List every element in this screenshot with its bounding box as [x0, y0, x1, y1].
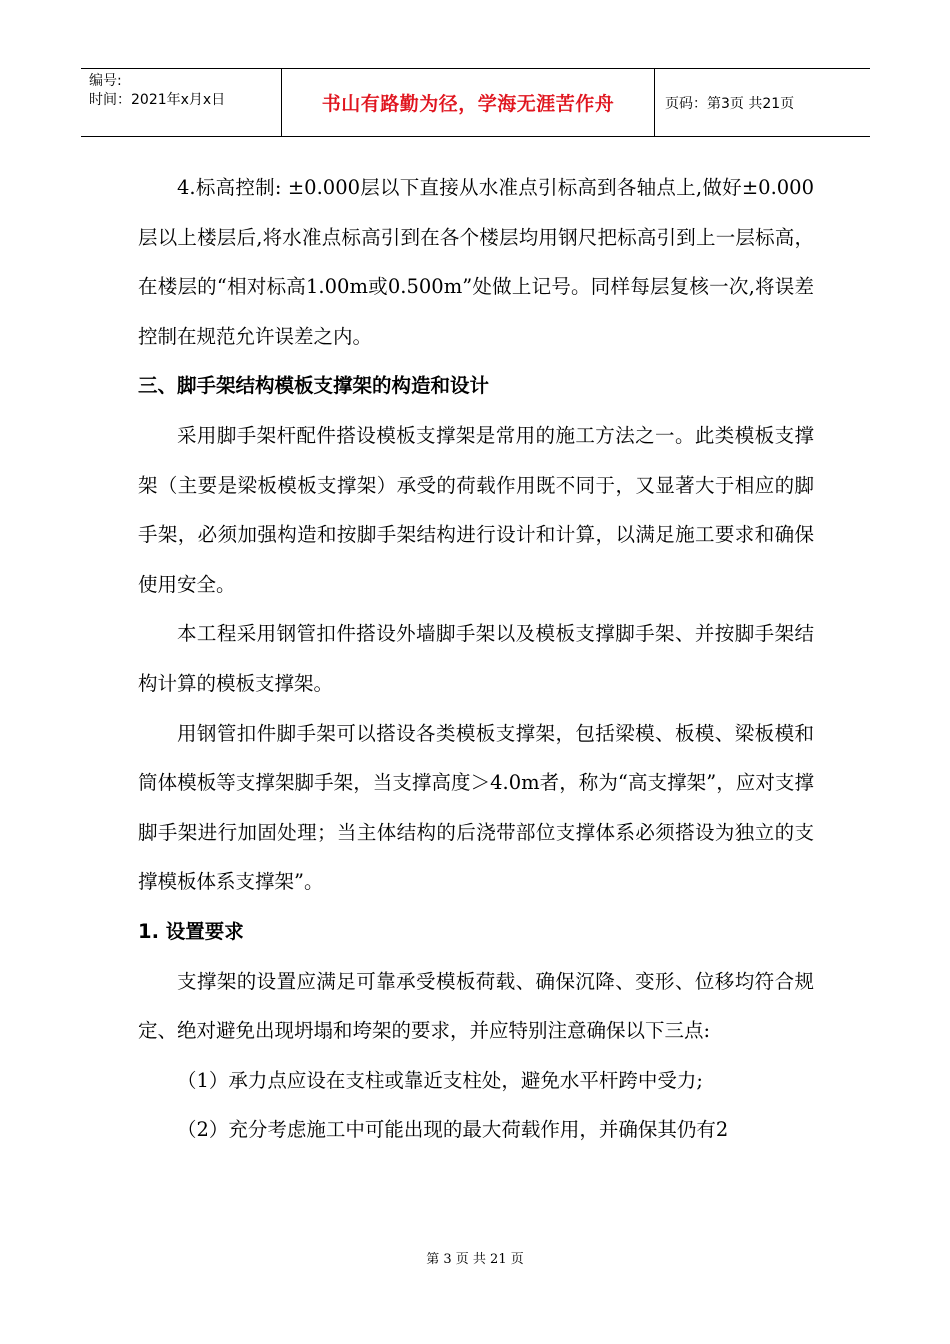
section-heading-3: 三、脚手架结构模板支撑架的构造和设计	[138, 374, 490, 398]
paragraph-requirements: 支撑架的设置应满足可靠承受模板荷载、确保沉降、变形、位移均符合规定、绝对避免出现坍塌和垮架的要求，并应特别注意确保以下三点:	[138, 969, 814, 1043]
paragraph-project: 本工程采用钢管扣件搭设外墙脚手架以及模板支撑脚手架、并按脚手架结构计算的模板支撑架。	[138, 622, 814, 695]
header-page-code: 页码：第3页 共21页	[665, 95, 795, 112]
document-body	[138, 163, 814, 1155]
header-slogan: 书山有路勤为径，学海无涯苦作舟	[282, 69, 655, 136]
subsection-heading-1: 1. 设置要求	[138, 919, 244, 943]
list-item-2: （2）充分考虑施工中可能出现的最大荷载作用，并确保其仍有2	[177, 1118, 729, 1142]
document-number-label: 编号:	[89, 73, 122, 89]
list-item-1: （1）承力点应设在支柱或靠近支柱处，避免水平杆跨中受力;	[177, 1068, 703, 1092]
page-footer: 第 3 页 共 21 页	[426, 1252, 524, 1267]
paragraph-elevation-control: 4.标高控制: ±0.000层以下直接从水准点引标高到各轴点上,做好±0.000层以上楼层后,将水准点标高引到在各个楼层均用钢尺把标高引到上一层标高，在楼层的“相对标高1.00m或0.500m”处做上记号。同样每层复核一次,将误差控制在规范允许误差之内。	[138, 176, 814, 348]
page-header	[81, 68, 870, 137]
paragraph-steel-pipe: 用钢管扣件脚手架可以搭设各类模板支撑架，包括梁模、板模、梁板模和筒体模板等支撑架脚手架，当支撑高度＞4.0m者，称为“高支撑架”，应对支撑脚手架进行加固处理；当主体结构的后浇带部位支撑体系必须搭设为独立的支撑模板体系支撑架”。	[138, 721, 814, 894]
paragraph-intro: 采用脚手架杆配件搭设模板支撑架是常用的施工方法之一。此类模板支撑架（主要是梁板模板支撑架）承受的荷载作用既不同于，又显著大于相应的脚手架，必须加强构造和按脚手架结构进行设计和计算，以满足施工要求和确保使用安全。	[138, 423, 814, 596]
document-date: 时间：2021年x月x日	[89, 92, 226, 108]
header-meta	[81, 69, 282, 136]
